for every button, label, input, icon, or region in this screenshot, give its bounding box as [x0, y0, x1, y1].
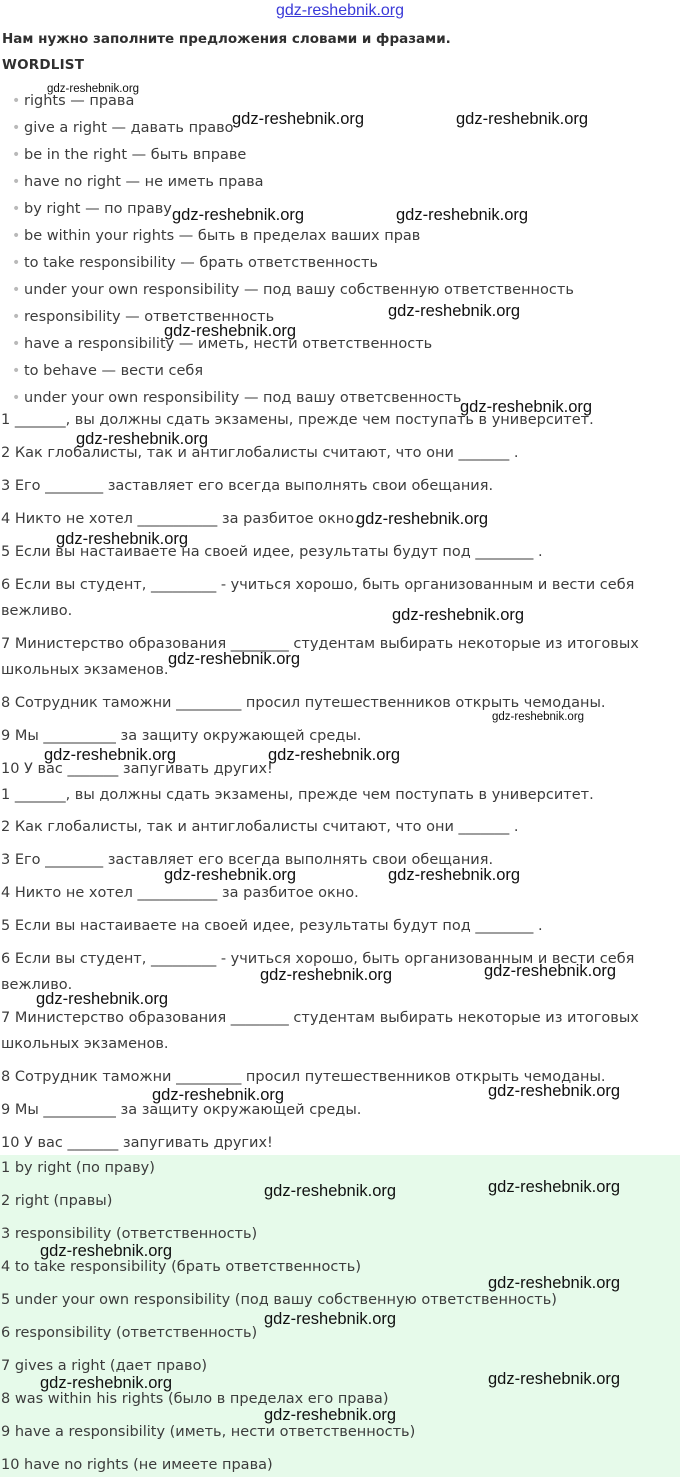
answer-line: 1 by right (по праву) — [1, 1160, 155, 1176]
bullet-icon: • — [12, 390, 21, 406]
watermark: gdz-reshebnik.org — [168, 650, 301, 668]
exercise-sentence-continued: школьных экзаменов. — [1, 1036, 169, 1052]
answer-line: 3 responsibility (ответственность) — [1, 1226, 258, 1242]
watermark: gdz-reshebnik.org — [164, 866, 297, 884]
wordlist-item: • be within your rights — быть в пределах ваших прав — [12, 228, 421, 244]
exercise-sentence: 4 Никто не хотел ___________ за разбитое окно. — [1, 885, 359, 901]
wordlist-item: • responsibility — ответственность — [12, 309, 275, 325]
bullet-icon: • — [12, 228, 21, 244]
wordlist-item: • under your own responsibility — под вашу собственную ответственность — [12, 282, 574, 298]
bullet-icon: • — [12, 309, 21, 325]
exercise-sentence: 2 Как глобалисты, так и антиглобалисты считают, что они _______ . — [1, 445, 519, 461]
exercise-sentence: 6 Если вы студент, _________ - учиться хорошо, быть организованным и вести себя — [1, 951, 635, 967]
exercise-sentence: 10 У вас _______ запугивать других! — [1, 761, 273, 777]
bullet-icon: • — [12, 147, 21, 163]
wordlist-item: • have a responsibility — иметь, нести ответственность — [12, 336, 433, 352]
watermark: gdz-reshebnik.org — [396, 206, 529, 224]
watermark: gdz-reshebnik.org — [392, 606, 525, 624]
answer-line: 5 under your own responsibility (под вашу собственную ответственность) — [1, 1292, 557, 1308]
watermark: gdz-reshebnik.org — [36, 990, 169, 1008]
wordlist-label: WORDLIST — [2, 57, 85, 73]
bullet-icon: • — [12, 174, 21, 190]
watermark: gdz-reshebnik.org — [44, 746, 177, 764]
wordlist-item: • rights — права — [12, 93, 135, 109]
exercise-sentence: 10 У вас _______ запугивать других! — [1, 1135, 273, 1151]
exercise-sentence: 1 _______, вы должны сдать экзамены, прежде чем поступать в университет. — [1, 412, 594, 428]
bullet-icon: • — [12, 93, 21, 109]
exercise-sentence: 9 Мы __________ за защиту окружающей среды. — [1, 728, 362, 744]
watermark: gdz-reshebnik.org — [172, 206, 305, 224]
bullet-icon: • — [12, 363, 21, 379]
page-heading: Нам нужно заполните предложения словами и фразами. — [2, 31, 451, 47]
exercise-sentence: 1 _______, вы должны сдать экзамены, прежде чем поступать в университет. — [1, 787, 594, 803]
watermark: gdz-reshebnik.org — [264, 1406, 397, 1424]
wordlist-item: • by right — по праву — [12, 201, 172, 217]
watermark: gdz-reshebnik.org — [388, 302, 521, 320]
watermark: gdz-reshebnik.org — [488, 1370, 621, 1388]
exercise-sentence-continued: вежливо. — [1, 977, 73, 993]
watermark: gdz-reshebnik.org — [488, 1082, 621, 1100]
exercise-sentence: 5 Если вы настаиваете на своей идее, результаты будут под ________ . — [1, 918, 543, 934]
watermark: gdz-reshebnik.org — [40, 1242, 173, 1260]
watermark: gdz-reshebnik.org — [492, 711, 585, 723]
exercise-sentence: 5 Если вы настаиваете на своей идее, результаты будут под ________ . — [1, 544, 543, 560]
exercise-sentence: 2 Как глобалисты, так и антиглобалисты считают, что они _______ . — [1, 819, 519, 835]
wordlist-item: • under your own responsibility — под вашу ответсвенность — [12, 390, 462, 406]
watermark: gdz-reshebnik.org — [488, 1178, 621, 1196]
exercise-sentence-continued: школьных экзаменов. — [1, 662, 169, 678]
watermark: gdz-reshebnik.org — [152, 1086, 285, 1104]
exercise-sentence: 7 Министерство образования ________ студентам выбирать некоторые из итоговых — [1, 636, 639, 652]
exercise-sentence: 9 Мы __________ за защиту окружающей среды. — [1, 1102, 362, 1118]
exercise-sentence-continued: вежливо. — [1, 603, 73, 619]
watermark: gdz-reshebnik.org — [264, 1182, 397, 1200]
answer-line: 7 gives a right (дает право) — [1, 1358, 208, 1374]
exercise-sentence: 7 Министерство образования ________ студентам выбирать некоторые из итоговых — [1, 1010, 639, 1026]
watermark: gdz-reshebnik.org — [76, 430, 209, 448]
site-link[interactable]: gdz-reshebnik.org — [275, 2, 405, 19]
answer-line: 2 right (правы) — [1, 1193, 113, 1209]
watermark: gdz-reshebnik.org — [264, 1310, 397, 1328]
exercise-sentence: 3 Его ________ заставляет его всегда выполнять свои обещания. — [1, 852, 494, 868]
bullet-icon: • — [12, 282, 21, 298]
answer-line: 8 was within his rights (было в пределах его права) — [1, 1391, 389, 1407]
answer-line: 10 have no rights (не имеете права) — [1, 1457, 273, 1473]
wordlist-item: • to behave — вести себя — [12, 363, 204, 379]
watermark: gdz-reshebnik.org — [388, 866, 521, 884]
watermark: gdz-reshebnik.org — [460, 398, 593, 416]
bullet-icon: • — [12, 120, 21, 136]
watermark: gdz-reshebnik.org — [356, 510, 489, 528]
wordlist-item: • to take responsibility — брать ответственность — [12, 255, 378, 271]
watermark: gdz-reshebnik.org — [232, 110, 365, 128]
watermark: gdz-reshebnik.org — [484, 962, 617, 980]
exercise-sentence: 4 Никто не хотел ___________ за разбитое окно. — [1, 511, 359, 527]
watermark: gdz-reshebnik.org — [488, 1274, 621, 1292]
watermark: gdz-reshebnik.org — [268, 746, 401, 764]
exercise-sentence: 8 Сотрудник таможни _________ просил путешественников открыть чемоданы. — [1, 695, 606, 711]
bullet-icon: • — [12, 255, 21, 271]
exercise-sentence: 3 Его ________ заставляет его всегда выполнять свои обещания. — [1, 478, 494, 494]
exercise-sentence: 6 Если вы студент, _________ - учиться хорошо, быть организованным и вести себя — [1, 577, 635, 593]
wordlist-item: • be in the right — быть вправе — [12, 147, 247, 163]
watermark: gdz-reshebnik.org — [164, 322, 297, 340]
watermark: gdz-reshebnik.org — [260, 966, 393, 984]
exercise-sentence: 8 Сотрудник таможни _________ просил путешественников открыть чемоданы. — [1, 1069, 606, 1085]
bullet-icon: • — [12, 201, 21, 217]
watermark: gdz-reshebnik.org — [47, 83, 140, 95]
watermark: gdz-reshebnik.org — [56, 530, 189, 548]
watermark: gdz-reshebnik.org — [456, 110, 589, 128]
answer-line: 9 have a responsibility (иметь, нести ответственность) — [1, 1424, 416, 1440]
wordlist-item: • give a right — давать право — [12, 120, 234, 136]
answer-line: 6 responsibility (ответственность) — [1, 1325, 258, 1341]
watermark: gdz-reshebnik.org — [40, 1374, 173, 1392]
bullet-icon: • — [12, 336, 21, 352]
answer-line: 4 to take responsibility (брать ответственность) — [1, 1259, 361, 1275]
wordlist-item: • have no right — не иметь права — [12, 174, 264, 190]
